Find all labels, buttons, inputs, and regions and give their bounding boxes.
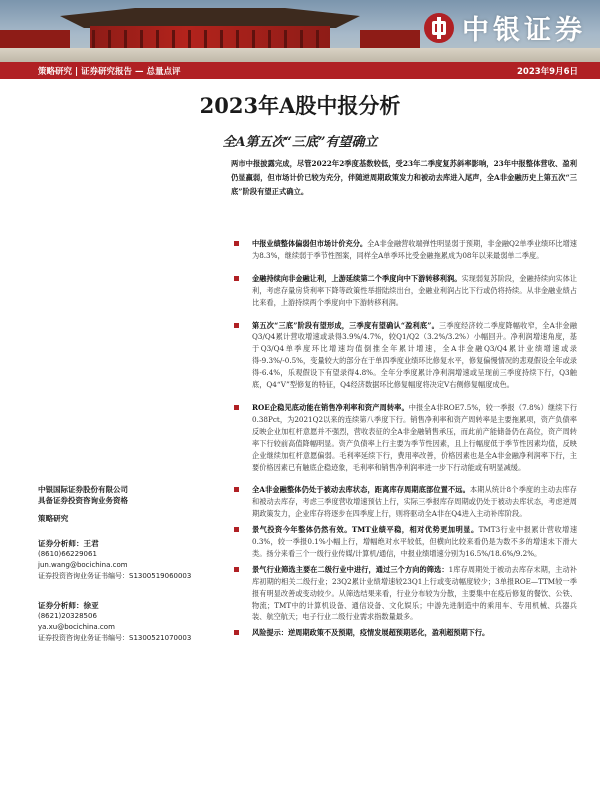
report-subtitle: 全A第五次“三底”有望确立	[222, 135, 378, 150]
key-point-text: 1库存周期处于被动去库存末期，主动补库初期的相关二级行业；23Q2累计业绩增速较23Q1上行或变动幅度较少；3单报ROE—TTM较一季报有明显改善或变动较少。从筛选结果来看，行业分布较为分散，主要集中在疫后修复的餐饮、公铁、物流；TMT中的计算机设备、通信设备、文化娱乐；中游先进制造中的乘用车、专用机械、兵器兵装、航空航天；电子行业二级行业需求指数量最多。	[252, 564, 577, 622]
key-point-text: 本期从统计8个季度的主动去库存和被动去库存，考虑三季度营收增速预估上行，实际三季报库存周期或仍处于被动去库状态，考虑逆周期政策发力，企业库存将逐步在四季度上行，则将驱动全A非在Q4进入主动补库阶段。	[252, 485, 577, 519]
key-point	[231, 320, 577, 391]
analyst-email[interactable]: jun.wang@bocichina.com	[38, 561, 128, 569]
key-point-heading: 中报业绩整体偏弱但市场计价充分。	[252, 239, 368, 248]
key-point	[231, 524, 577, 560]
bullet-square-icon	[234, 630, 239, 635]
bullet-square-icon	[234, 276, 239, 281]
analyst-phone: (8621)20328506	[38, 612, 97, 620]
department-label: 策略研究	[38, 514, 69, 523]
palace-wing-right	[360, 30, 420, 50]
bullet-square-icon	[234, 405, 239, 410]
analyst-name: 证券分析师：徐亚	[38, 601, 99, 610]
palace-wing-left	[0, 30, 70, 50]
company-qualification: 具备证券投资咨询业务资格	[38, 496, 128, 505]
report-date: 2023年9月6日	[517, 67, 578, 77]
bullet-square-icon	[234, 487, 239, 492]
key-point	[231, 484, 577, 520]
palace-roof-graphic	[60, 8, 360, 28]
palace-steps-graphic	[0, 48, 600, 62]
report-summary: 两市中报披露完成，尽管2022年2季度基数较低，受23年二季度复苏斜率影响，23年中报整体营收、盈利仍显羸弱，但市场计价已较为充分，伴随逆周期政策发力和被动去库进入尾声，全A非金融历史上第五次“三底”阶段有望正式确立。	[231, 159, 577, 196]
analyst-cert: 证券投资咨询业务证书编号：S1300519060003	[38, 572, 192, 580]
palace-columns-graphic	[92, 30, 328, 48]
key-point-heading: 全A非金融整体仍处于被动去库状态，距离库存周期底部位置不远。	[252, 485, 470, 495]
report-category: 策略研究 | 证券研究报告 — 总量点评	[38, 67, 181, 77]
brand-name: 中银证券	[462, 15, 586, 46]
key-point-heading: ROE企稳见底动能在销售净利率和资产周转率。	[252, 402, 409, 412]
key-point-text: 实现弱复苏阶段，金融持续向实体让利，考虑存量房贷利率下降等政策性举措陆续出台，金融业利润占比下行或仍将持续。从非金融业绩占比来看，上游持续两个季度向中下游转移利润。	[252, 273, 577, 307]
bullet-square-icon	[234, 527, 239, 532]
key-point	[231, 402, 577, 473]
analyst-cert: 证券投资咨询业务证书编号：S1300521070003	[38, 634, 192, 642]
analyst-email[interactable]: ya.xu@bocichina.com	[38, 623, 115, 631]
key-point	[231, 273, 577, 309]
key-point-text: TMT3行业中报累计营收增速0.3%，较一季报0.1%小幅上行，增幅绝对水平较低，但横向比较来看仍是为数不多的增速未下滑大类。扬分来看三个一级行业传媒/计算机/通信，中报业绩增速分别为16.5%/18.6%/9.2%。	[252, 525, 578, 558]
key-point-text: 全A非金融营收端弹性明显弱于预期，非金融Q2单季业绩环比增速为8.3%，继续弱于季节性图案，同样全A单季环比受金融拖累成为08年以来最弱单二季度。	[252, 239, 577, 260]
key-points-list	[231, 238, 577, 643]
key-point-text: 中报全A非ROE7.5%，较一季报（7.8%）继续下行0.38Pct，为2021Q2以来的连续第八季度下行。销售净利率和资产周转率是主要拖累项，资产负债率反映企业加杠杆意愿并不强烈，营收表征的全A非金融销售承压，而此前产能储备仍在高位，资产周转率下行较前高值降幅明显。资产负债率上行主要为季节性因素，且上行幅度低于季节性因素均值，反映企业继续加杠杆意愿偏弱。毛利率延续下行，费用率改善，价格因素也是全A非金融净利润率下行，主要价格因素已有触底企稳迹象，毛利率和销售净利润率进一步下行动能或有明显减缓。	[252, 402, 578, 472]
company-name: 中银国际证券股份有限公司	[38, 485, 128, 494]
bank-of-china-logo-icon	[424, 13, 454, 43]
brand-logo	[424, 8, 586, 47]
bullet-square-icon	[234, 323, 239, 328]
key-point	[231, 238, 577, 262]
key-point-heading: 风险提示：逆周期政策不及预期，疫情发展超预期恶化，盈利超预期下行。	[252, 628, 490, 638]
report-category-bar	[0, 62, 600, 79]
key-point-heading: 景气行业筛选主要在二级行业中进行，通过三个方向的筛选：	[252, 564, 449, 574]
key-point	[231, 564, 577, 624]
key-point-heading: 景气投资今年整体仍然有效。TMT业绩平稳，相对优势更加明显。	[252, 525, 479, 535]
header-banner-image	[0, 0, 600, 62]
key-point-heading: 金融持续向非金融让利，上游延续第二个季度向中下游转移利润。	[252, 273, 462, 283]
sidebar-info	[38, 484, 218, 644]
report-title: 2023年A股中报分析	[199, 93, 401, 118]
bullet-square-icon	[234, 567, 239, 572]
analyst-name: 证券分析师：王君	[38, 539, 99, 548]
bullet-square-icon	[234, 241, 239, 246]
key-point-text: 三季度经济较二季度降幅收窄，全A非金融Q3/Q4累计营收增速或录得3.9%/4.7%，较Q1/Q2（3.2%/3.2%）小幅回升。净利润增速角度，基于Q3/Q4单季度环比增速均值倒推全年累计增速，全A非金融Q3/Q4累计业绩增速或录得-9.3%/-0.5%，变量较大的部分在于单四季度业绩环比修复水平，修复偏慢情况的悲观假设全年或录得-6.4%，乐观假设下有望录得4.8%。全年分季度累计净利润增速或呈现前三季度持续下行，Q3触底，Q4“V”型修复的特征，Q4经济数据环比修复幅度将决定V右侧修复幅度成色。	[252, 320, 577, 390]
key-point-heading: 第五次“三底”阶段有望形成，三季度有望确认“盈利底”。	[252, 320, 439, 330]
key-point	[231, 627, 577, 639]
analyst-phone: (8610)66229061	[38, 550, 97, 558]
